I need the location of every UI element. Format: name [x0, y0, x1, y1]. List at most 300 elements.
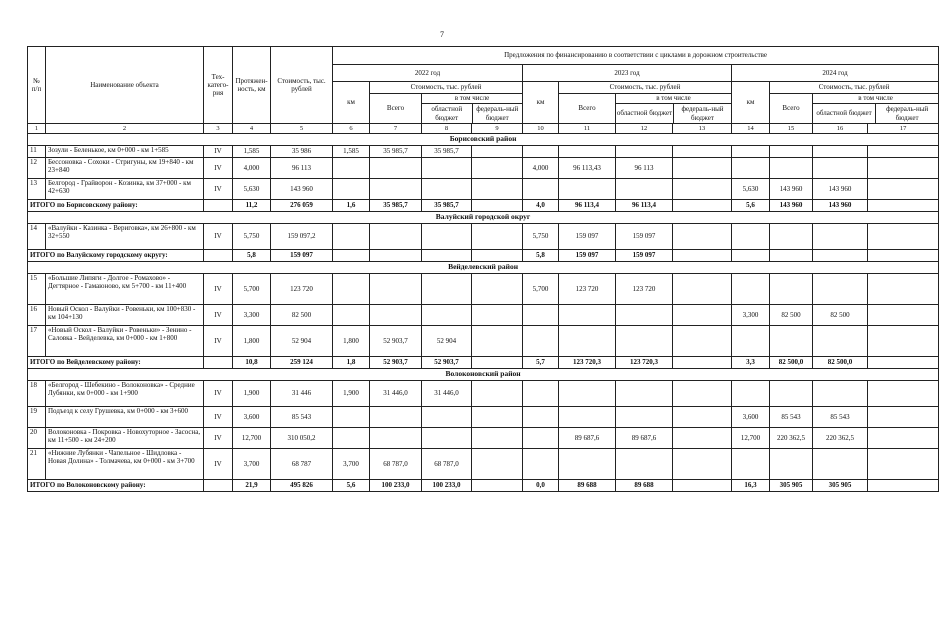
- row-number: 13: [28, 179, 46, 200]
- category-cell: IV: [204, 428, 233, 449]
- table-row: [28, 449, 939, 480]
- value-cell: 305 905: [770, 480, 813, 492]
- value-cell: [732, 158, 770, 179]
- column-number: 2: [46, 124, 204, 134]
- value-cell: [770, 449, 813, 480]
- value-cell: 5,750: [523, 224, 559, 250]
- value-cell: 52 904: [422, 326, 472, 357]
- value-cell: 5,7: [523, 357, 559, 369]
- value-cell: 35 985,7: [370, 146, 422, 158]
- value-cell: [333, 407, 370, 428]
- value-cell: [422, 407, 472, 428]
- value-cell: [472, 357, 523, 369]
- header-km: км: [523, 82, 559, 124]
- category-cell: IV: [204, 326, 233, 357]
- cost-cell: 495 826: [271, 480, 333, 492]
- value-cell: 89 687,6: [559, 428, 616, 449]
- value-cell: [422, 305, 472, 326]
- category-cell: IV: [204, 224, 233, 250]
- row-number: 15: [28, 274, 46, 305]
- value-cell: 12,700: [732, 428, 770, 449]
- value-cell: [616, 179, 673, 200]
- value-cell: 3,700: [333, 449, 370, 480]
- value-cell: 123 720: [616, 274, 673, 305]
- category-cell: IV: [204, 449, 233, 480]
- value-cell: [559, 146, 616, 158]
- value-cell: 143 960: [770, 200, 813, 212]
- value-cell: [732, 326, 770, 357]
- column-number: 1: [28, 124, 46, 134]
- value-cell: 1,800: [333, 326, 370, 357]
- column-number: 17: [868, 124, 939, 134]
- value-cell: [422, 224, 472, 250]
- value-cell: [673, 480, 732, 492]
- value-cell: [523, 179, 559, 200]
- table-row: [28, 146, 939, 158]
- value-cell: [472, 179, 523, 200]
- value-cell: [370, 250, 422, 262]
- total-row: [28, 357, 939, 369]
- cost-cell: 159 097: [271, 250, 333, 262]
- category-cell: IV: [204, 158, 233, 179]
- value-cell: 96 113,4: [616, 200, 673, 212]
- value-cell: 100 233,0: [422, 480, 472, 492]
- value-cell: [770, 274, 813, 305]
- value-cell: 82 500: [813, 305, 868, 326]
- value-cell: [770, 381, 813, 407]
- category-cell: IV: [204, 305, 233, 326]
- column-number: 16: [813, 124, 868, 134]
- length-cell: 12,700: [233, 428, 271, 449]
- value-cell: [333, 428, 370, 449]
- value-cell: [370, 274, 422, 305]
- object-name: Зозули - Беленькое, км 0+000 - км 1+585: [46, 146, 204, 158]
- length-cell: 3,600: [233, 407, 271, 428]
- column-number: 13: [673, 124, 732, 134]
- table-row: [28, 381, 939, 407]
- section-title: Борисовский район: [28, 134, 939, 146]
- value-cell: [673, 200, 732, 212]
- value-cell: [472, 158, 523, 179]
- value-cell: [559, 179, 616, 200]
- header-federal: федераль-ный бюджет: [886, 105, 929, 122]
- value-cell: 100 233,0: [370, 480, 422, 492]
- header-regional: областной бюджет: [813, 104, 876, 123]
- cost-cell: 96 113: [271, 158, 333, 179]
- total-label: ИТОГО по Борисовскому району:: [28, 200, 204, 212]
- column-number: 4: [233, 124, 271, 134]
- value-cell: 52 903,7: [422, 357, 472, 369]
- value-cell: [673, 250, 732, 262]
- value-cell: [868, 250, 939, 262]
- value-cell: [732, 381, 770, 407]
- column-numbers-row: [28, 124, 939, 134]
- value-cell: [523, 381, 559, 407]
- value-cell: [333, 224, 370, 250]
- value-cell: [472, 146, 523, 158]
- value-cell: [868, 224, 939, 250]
- cost-cell: 276 059: [271, 200, 333, 212]
- header-incl-label: в том числе: [422, 94, 522, 104]
- value-cell: 96 113,43: [559, 158, 616, 179]
- cost-cell: 159 097,2: [271, 224, 333, 250]
- value-cell: [333, 179, 370, 200]
- column-number: 12: [616, 124, 673, 134]
- header-total: Всего: [770, 94, 813, 124]
- length-cell: 5,630: [233, 179, 271, 200]
- value-cell: 0,0: [523, 480, 559, 492]
- value-cell: [732, 449, 770, 480]
- cost-cell: 31 446: [271, 381, 333, 407]
- value-cell: [673, 357, 732, 369]
- length-cell: 5,750: [233, 224, 271, 250]
- category-cell: [204, 200, 233, 212]
- value-cell: [422, 250, 472, 262]
- value-cell: 82 500,0: [770, 357, 813, 369]
- header-year-2024: 2024 год: [732, 65, 939, 82]
- value-cell: [370, 224, 422, 250]
- table-body: [28, 134, 939, 492]
- value-cell: [559, 381, 616, 407]
- header-total: Всего: [370, 94, 422, 124]
- column-number: 6: [333, 124, 370, 134]
- table-row: [28, 407, 939, 428]
- row-number: 12: [28, 158, 46, 179]
- header-total: Всего: [559, 94, 616, 124]
- table-row: [28, 158, 939, 179]
- value-cell: [868, 357, 939, 369]
- value-cell: 16,3: [732, 480, 770, 492]
- row-number: 19: [28, 407, 46, 428]
- value-cell: [559, 326, 616, 357]
- cost-cell: 85 543: [271, 407, 333, 428]
- section-title: Валуйский городской округ: [28, 212, 939, 224]
- value-cell: 82 500,0: [813, 357, 868, 369]
- value-cell: [732, 274, 770, 305]
- value-cell: [770, 224, 813, 250]
- category-cell: IV: [204, 179, 233, 200]
- value-cell: [813, 158, 868, 179]
- value-cell: [333, 158, 370, 179]
- cost-cell: 68 787: [271, 449, 333, 480]
- value-cell: [422, 179, 472, 200]
- header-federal: федераль-ный бюджет: [681, 105, 724, 122]
- value-cell: [732, 146, 770, 158]
- value-cell: [422, 274, 472, 305]
- value-cell: 35 985,7: [370, 200, 422, 212]
- value-cell: [472, 200, 523, 212]
- value-cell: [616, 381, 673, 407]
- value-cell: [616, 326, 673, 357]
- value-cell: [370, 305, 422, 326]
- header-year-2023: 2023 год: [523, 65, 732, 82]
- financing-table: [27, 46, 939, 492]
- cost-cell: 82 500: [271, 305, 333, 326]
- header-year-2022: 2022 год: [333, 65, 523, 82]
- header-regional: областной бюджет: [616, 104, 674, 123]
- category-cell: IV: [204, 407, 233, 428]
- value-cell: 143 960: [770, 179, 813, 200]
- column-number: 11: [559, 124, 616, 134]
- value-cell: [813, 224, 868, 250]
- value-cell: [770, 326, 813, 357]
- header-km: км: [732, 82, 770, 124]
- table-row: [28, 274, 939, 305]
- value-cell: [813, 274, 868, 305]
- column-number: 9: [472, 124, 523, 134]
- value-cell: 1,900: [333, 381, 370, 407]
- table-header: [28, 47, 939, 134]
- row-number: 20: [28, 428, 46, 449]
- value-cell: [813, 381, 868, 407]
- value-cell: [472, 305, 523, 326]
- value-cell: [673, 305, 732, 326]
- value-cell: [770, 250, 813, 262]
- total-label: ИТОГО по Волоконовскому району:: [28, 480, 204, 492]
- value-cell: [732, 250, 770, 262]
- column-number: 14: [732, 124, 770, 134]
- header-incl: [422, 94, 523, 124]
- value-cell: [868, 428, 939, 449]
- header-incl: [813, 94, 939, 124]
- table-row: [28, 326, 939, 357]
- value-cell: [673, 274, 732, 305]
- length-cell: 1,585: [233, 146, 271, 158]
- value-cell: 1,8: [333, 357, 370, 369]
- table-row: [28, 428, 939, 449]
- header-num: № п/п: [28, 47, 46, 124]
- row-number: 21: [28, 449, 46, 480]
- section-row: [28, 262, 939, 274]
- category-cell: [204, 250, 233, 262]
- category-cell: IV: [204, 381, 233, 407]
- value-cell: 5,630: [732, 179, 770, 200]
- value-cell: [673, 407, 732, 428]
- column-number: 7: [370, 124, 422, 134]
- value-cell: [868, 200, 939, 212]
- value-cell: [523, 407, 559, 428]
- cost-cell: 35 986: [271, 146, 333, 158]
- section-title: Волоконовский район: [28, 369, 939, 381]
- value-cell: [868, 146, 939, 158]
- value-cell: 3,600: [732, 407, 770, 428]
- value-cell: [868, 158, 939, 179]
- value-cell: [732, 224, 770, 250]
- total-label: ИТОГО по Валуйскому городскому округу:: [28, 250, 204, 262]
- value-cell: 68 787,0: [370, 449, 422, 480]
- value-cell: [333, 274, 370, 305]
- value-cell: [559, 305, 616, 326]
- value-cell: [472, 407, 523, 428]
- header-incl: [616, 94, 732, 124]
- row-number: 18: [28, 381, 46, 407]
- total-row: [28, 480, 939, 492]
- value-cell: 96 113,4: [559, 200, 616, 212]
- value-cell: 68 787,0: [422, 449, 472, 480]
- value-cell: 85 543: [813, 407, 868, 428]
- value-cell: [523, 305, 559, 326]
- value-cell: [868, 480, 939, 492]
- value-cell: 5,6: [333, 480, 370, 492]
- value-cell: 1,6: [333, 200, 370, 212]
- section-row: [28, 369, 939, 381]
- value-cell: [616, 146, 673, 158]
- row-number: 17: [28, 326, 46, 357]
- value-cell: [370, 179, 422, 200]
- value-cell: [370, 407, 422, 428]
- value-cell: [673, 449, 732, 480]
- value-cell: [673, 146, 732, 158]
- value-cell: [523, 449, 559, 480]
- object-name: Белгород - Грайворон - Козинка, км 37+000 - км 42+630: [46, 179, 204, 200]
- value-cell: [868, 305, 939, 326]
- length-cell: 3,700: [233, 449, 271, 480]
- value-cell: 123 720,3: [559, 357, 616, 369]
- cost-cell: 259 124: [271, 357, 333, 369]
- object-name: «Новый Оскол - Валуйки - Ровеньки» - Зенино - Саловка - Вейделевка, км 0+000 - км 1+800: [46, 326, 204, 357]
- header-length: Протяжен-ность, км: [233, 47, 271, 124]
- value-cell: 305 905: [813, 480, 868, 492]
- category-cell: IV: [204, 274, 233, 305]
- cost-cell: 52 904: [271, 326, 333, 357]
- header-km: км: [333, 82, 370, 124]
- value-cell: 159 097: [616, 250, 673, 262]
- value-cell: [673, 224, 732, 250]
- value-cell: 31 446,0: [422, 381, 472, 407]
- total-row: [28, 250, 939, 262]
- length-cell: 5,700: [233, 274, 271, 305]
- value-cell: [472, 449, 523, 480]
- value-cell: 123 720,3: [616, 357, 673, 369]
- length-cell: 3,300: [233, 305, 271, 326]
- total-row: [28, 200, 939, 212]
- section-row: [28, 212, 939, 224]
- column-number: 8: [422, 124, 472, 134]
- object-name: «Белгород - Шебекино - Волоконовка» - Средние Лубянки, км 0+000 - км 1+900: [46, 381, 204, 407]
- value-cell: 159 097: [559, 250, 616, 262]
- length-cell: 11,2: [233, 200, 271, 212]
- value-cell: [813, 449, 868, 480]
- row-number: 14: [28, 224, 46, 250]
- value-cell: [616, 305, 673, 326]
- object-name: «Большие Липяги - Долгое - Ромахово» - Дегтярное - Гамаюново, км 5+700 - км 11+400: [46, 274, 204, 305]
- value-cell: 5,700: [523, 274, 559, 305]
- page-number: 7: [440, 30, 444, 39]
- value-cell: [523, 146, 559, 158]
- value-cell: [333, 250, 370, 262]
- value-cell: [616, 407, 673, 428]
- value-cell: [333, 305, 370, 326]
- value-cell: [523, 428, 559, 449]
- column-number: 3: [204, 124, 233, 134]
- row-number: 16: [28, 305, 46, 326]
- value-cell: [673, 179, 732, 200]
- value-cell: [813, 146, 868, 158]
- value-cell: [770, 158, 813, 179]
- value-cell: [472, 250, 523, 262]
- length-cell: 1,800: [233, 326, 271, 357]
- value-cell: [813, 326, 868, 357]
- value-cell: 52 903,7: [370, 326, 422, 357]
- value-cell: [673, 381, 732, 407]
- value-cell: [422, 158, 472, 179]
- header-regional: областной бюджет: [422, 104, 473, 123]
- value-cell: [472, 326, 523, 357]
- value-cell: 159 097: [559, 224, 616, 250]
- value-cell: 89 687,6: [616, 428, 673, 449]
- header-cost-sub: Стоимость, тыс. рублей: [559, 82, 732, 94]
- header-cost: Стоимость, тыс. рублей: [271, 47, 333, 124]
- value-cell: 3,300: [732, 305, 770, 326]
- value-cell: 52 903,7: [370, 357, 422, 369]
- value-cell: [813, 250, 868, 262]
- length-cell: 10,8: [233, 357, 271, 369]
- value-cell: 35 985,7: [422, 200, 472, 212]
- object-name: «Нижние Лубянки - Чапельное - Шидловка - Новая Долина» - Толмачева, км 0+000 - км 3+700: [46, 449, 204, 480]
- value-cell: [370, 158, 422, 179]
- header-cost-sub: Стоимость, тыс. рублей: [770, 82, 939, 94]
- row-number: 11: [28, 146, 46, 158]
- value-cell: [472, 428, 523, 449]
- object-name: Подъезд к селу Грушевка, км 0+000 - км 3+600: [46, 407, 204, 428]
- value-cell: 143 960: [813, 200, 868, 212]
- length-cell: 4,000: [233, 158, 271, 179]
- value-cell: 31 446,0: [370, 381, 422, 407]
- length-cell: 21,9: [233, 480, 271, 492]
- value-cell: [868, 274, 939, 305]
- object-name: Новый Оскол - Валуйки - Ровеньки, км 100+830 - км 104+130: [46, 305, 204, 326]
- value-cell: [523, 326, 559, 357]
- value-cell: 82 500: [770, 305, 813, 326]
- category-cell: [204, 480, 233, 492]
- value-cell: [472, 274, 523, 305]
- cost-cell: 143 960: [271, 179, 333, 200]
- value-cell: 123 720: [559, 274, 616, 305]
- header-cost-sub: Стоимость, тыс. рублей: [370, 82, 523, 94]
- object-name: Бессоновка - Сохоки - Стригуны, км 19+840 - км 23+840: [46, 158, 204, 179]
- table-row: [28, 179, 939, 200]
- object-name: «Валуйки - Казинка - Вериговка», км 26+800 - км 32+550: [46, 224, 204, 250]
- length-cell: 5,8: [233, 250, 271, 262]
- value-cell: 159 097: [616, 224, 673, 250]
- value-cell: 85 543: [770, 407, 813, 428]
- value-cell: [868, 326, 939, 357]
- value-cell: 5,6: [732, 200, 770, 212]
- value-cell: [868, 179, 939, 200]
- header-incl-label: в том числе: [616, 94, 731, 104]
- value-cell: [370, 428, 422, 449]
- length-cell: 1,900: [233, 381, 271, 407]
- total-label: ИТОГО по Вейделевскому району:: [28, 357, 204, 369]
- value-cell: 143 960: [813, 179, 868, 200]
- value-cell: 35 985,7: [422, 146, 472, 158]
- cost-cell: 123 720: [271, 274, 333, 305]
- value-cell: [472, 224, 523, 250]
- table-row: [28, 305, 939, 326]
- value-cell: [868, 407, 939, 428]
- value-cell: 3,3: [732, 357, 770, 369]
- value-cell: 89 688: [616, 480, 673, 492]
- value-cell: [868, 381, 939, 407]
- header-name: Наименование объекта: [46, 47, 204, 124]
- value-cell: [559, 449, 616, 480]
- value-cell: [616, 449, 673, 480]
- value-cell: 4,0: [523, 200, 559, 212]
- column-number: 5: [271, 124, 333, 134]
- value-cell: [422, 428, 472, 449]
- column-number: 15: [770, 124, 813, 134]
- column-number: 10: [523, 124, 559, 134]
